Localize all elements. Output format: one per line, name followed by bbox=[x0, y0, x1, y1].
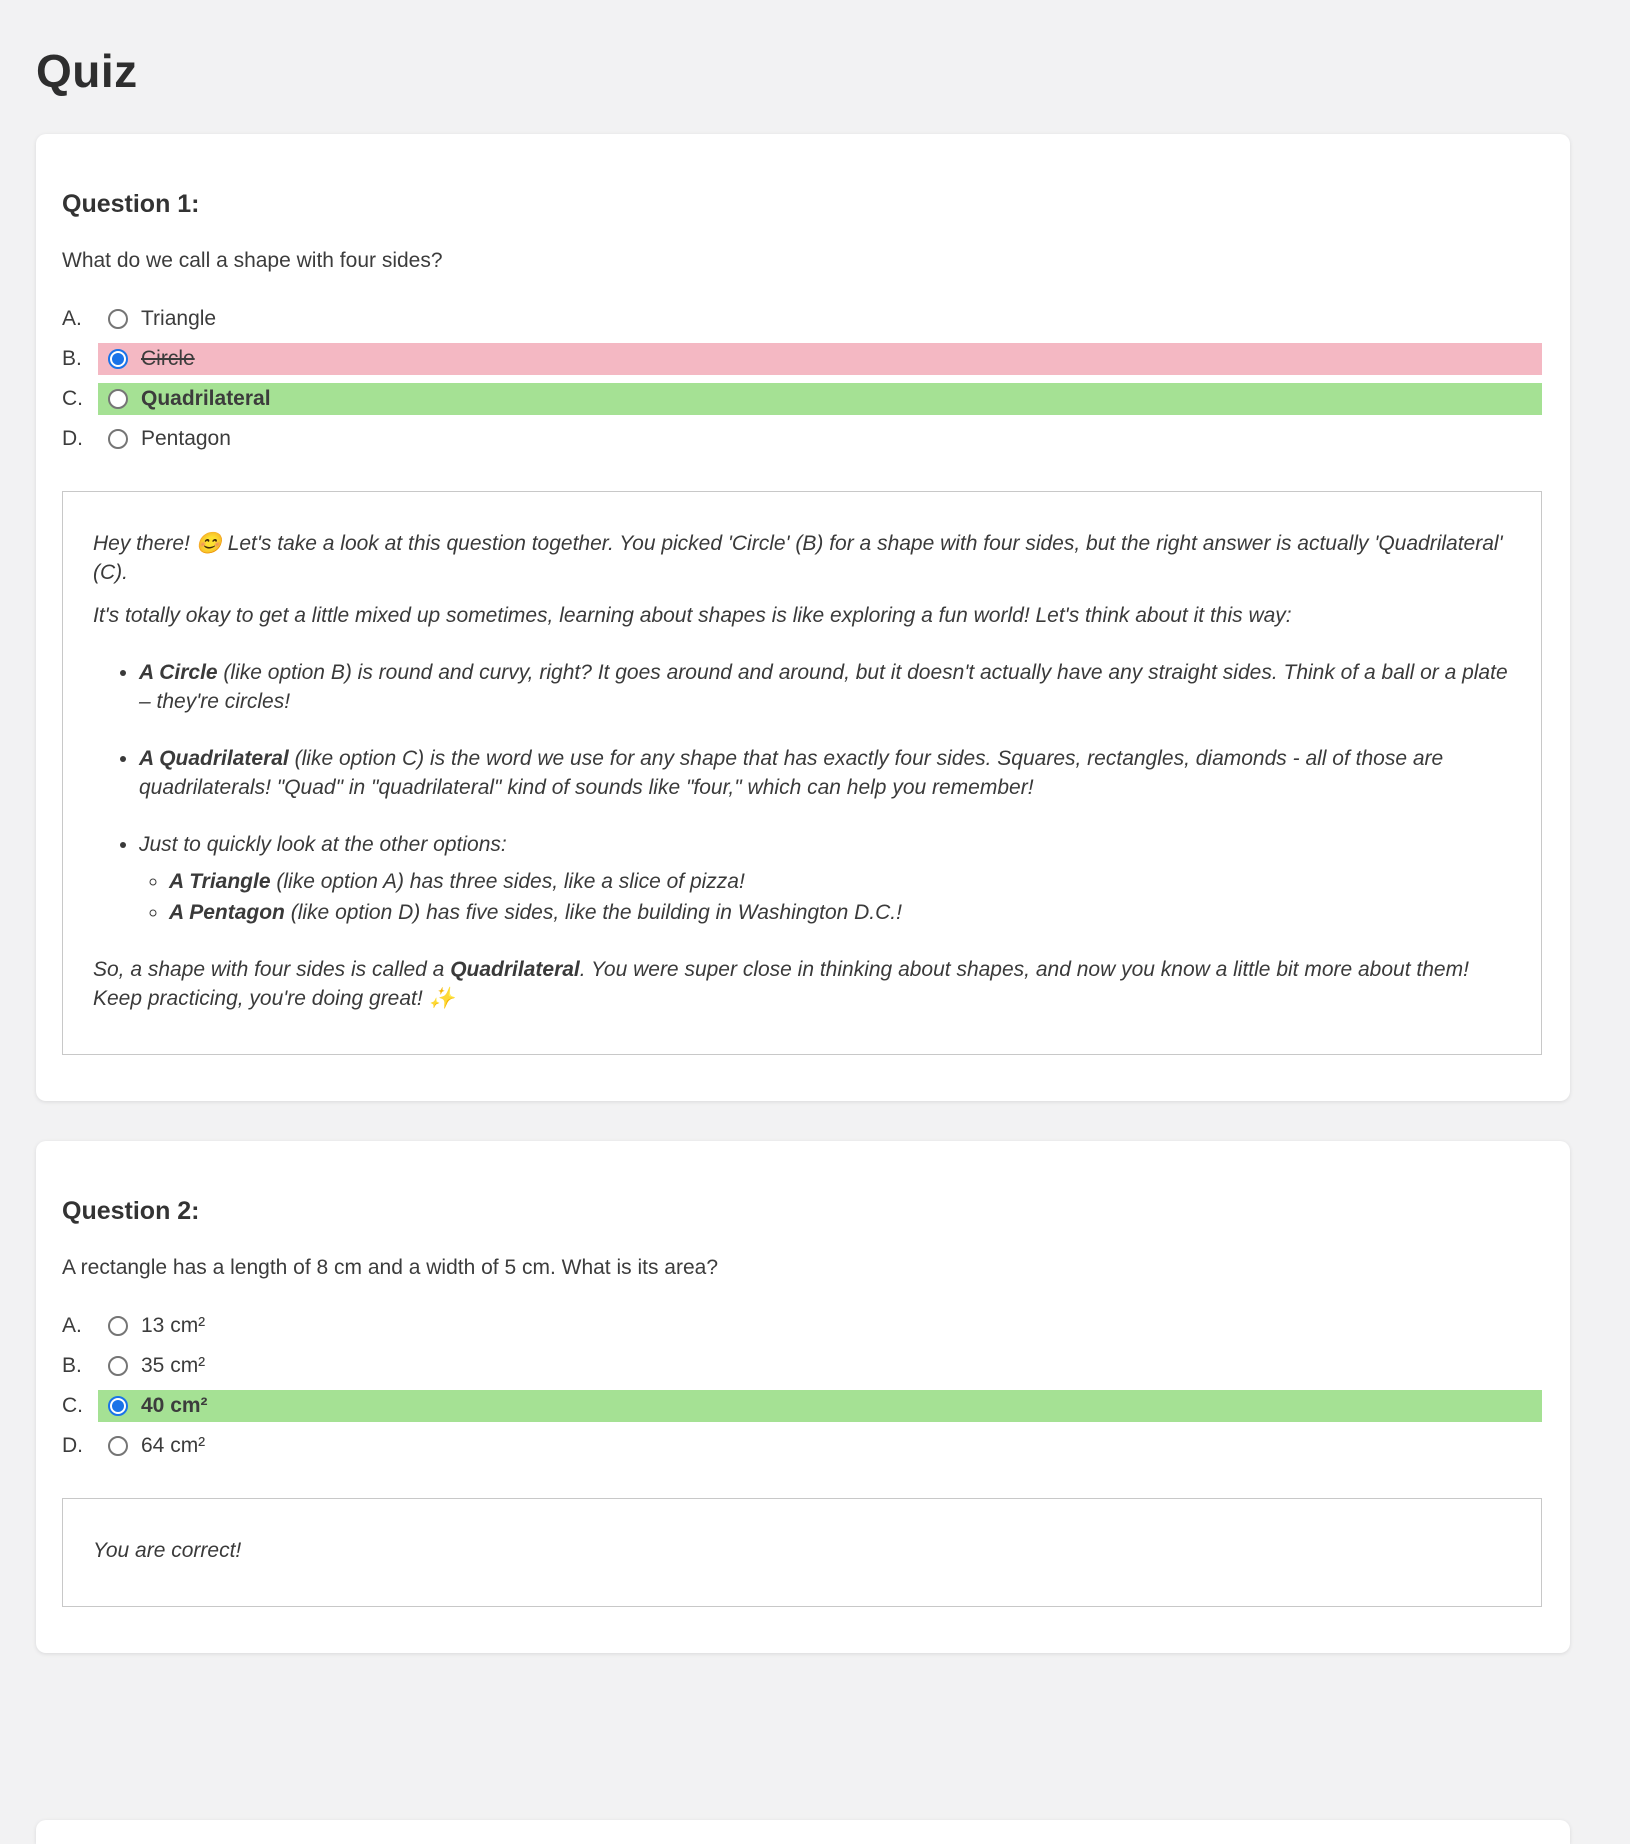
option-label: Triangle bbox=[141, 307, 217, 330]
feedback-box bbox=[62, 1498, 1542, 1607]
question-card bbox=[36, 1141, 1570, 1653]
feedback-bullet-list bbox=[93, 659, 1511, 928]
feedback-bold-text: A Triangle bbox=[169, 869, 271, 893]
radio-button-icon[interactable] bbox=[108, 1436, 128, 1456]
feedback-paragraph bbox=[93, 530, 1511, 588]
option-letter: C. bbox=[62, 1393, 83, 1417]
radio-button-icon[interactable] bbox=[108, 349, 128, 369]
feedback-text: (like option D) has five sides, like the building in Washington D.C.! bbox=[284, 900, 902, 924]
option-row-d bbox=[62, 423, 1542, 455]
page-title: Quiz bbox=[36, 45, 138, 97]
radio-button-icon[interactable] bbox=[108, 429, 128, 449]
radio-button-icon[interactable] bbox=[108, 1356, 128, 1376]
option-body[interactable] bbox=[98, 1350, 1542, 1382]
feedback-text: (like option C) is the word we use for any shape that has exactly four sides. Squares, rectangles, diamonds - all of those are quadrilaterals! "Quad" in "quadrilateral" kind of sounds like "four," which can help you remember! bbox=[139, 746, 1444, 799]
option-body[interactable] bbox=[98, 1390, 1542, 1422]
option-row-b bbox=[62, 343, 1542, 375]
option-letter: A. bbox=[62, 1313, 82, 1337]
feedback-bold-text: A Pentagon bbox=[169, 900, 285, 924]
question-card bbox=[36, 134, 1570, 1101]
feedback-text: You are correct! bbox=[93, 1538, 242, 1562]
feedback-paragraph bbox=[93, 1537, 1511, 1566]
option-row-b bbox=[62, 1350, 1542, 1382]
option-body[interactable] bbox=[98, 343, 1542, 375]
option-label: 35 cm² bbox=[141, 1353, 206, 1377]
question-heading: Question 2: bbox=[62, 1196, 200, 1225]
feedback-bold-text: A Quadrilateral bbox=[139, 746, 289, 770]
feedback-bullet-item bbox=[139, 831, 1511, 928]
question-text: What do we call a shape with four sides? bbox=[62, 249, 443, 272]
option-label: Circle bbox=[141, 347, 195, 370]
options-list bbox=[62, 303, 1542, 455]
option-letter: C. bbox=[62, 387, 83, 410]
options-list bbox=[62, 1310, 1542, 1462]
feedback-paragraph bbox=[93, 956, 1511, 1014]
feedback-sub-bullet-item bbox=[169, 868, 1511, 897]
feedback-text: . You were super close in thinking about shapes, and now you know a little bit more about them! Keep practicing, you're doing great! ✨ bbox=[93, 957, 1469, 1010]
feedback-sub-bullet-item bbox=[169, 899, 1511, 928]
radio-button-icon[interactable] bbox=[108, 1396, 128, 1416]
feedback-paragraph bbox=[93, 602, 1511, 631]
radio-button-icon[interactable] bbox=[108, 389, 128, 409]
option-row-c bbox=[62, 383, 1542, 415]
feedback-text: So, a shape with four sides is called a bbox=[93, 957, 451, 981]
option-body[interactable] bbox=[98, 423, 1542, 455]
feedback-bold-text: Quadrilateral bbox=[450, 957, 580, 981]
option-body[interactable] bbox=[98, 1310, 1542, 1342]
feedback-bullet-item bbox=[139, 745, 1511, 803]
option-letter: B. bbox=[62, 347, 82, 370]
question-text: A rectangle has a length of 8 cm and a width of 5 cm. What is its area? bbox=[62, 1255, 719, 1279]
question-card-partial bbox=[36, 1820, 1570, 1844]
option-letter: D. bbox=[62, 427, 83, 450]
feedback-text: (like option B) is round and curvy, right? It goes around and around, but it doesn't actually have any straight sides. Think of a ball or a plate – they're circles! bbox=[139, 660, 1508, 713]
option-label: Pentagon bbox=[141, 427, 231, 450]
option-label: 13 cm² bbox=[141, 1313, 206, 1337]
option-row-d bbox=[62, 1430, 1542, 1462]
feedback-bullet-item bbox=[139, 659, 1511, 717]
radio-button-icon[interactable] bbox=[108, 309, 128, 329]
radio-button-icon[interactable] bbox=[108, 1316, 128, 1336]
question-heading: Question 1: bbox=[62, 190, 200, 218]
option-letter: D. bbox=[62, 1433, 83, 1457]
option-label: Quadrilateral bbox=[141, 387, 271, 410]
feedback-box bbox=[62, 491, 1542, 1055]
option-label: 40 cm² bbox=[141, 1393, 208, 1417]
option-label: 64 cm² bbox=[141, 1433, 206, 1457]
option-letter: B. bbox=[62, 1353, 82, 1377]
option-body[interactable] bbox=[98, 303, 1542, 335]
feedback-text: Hey there! 😊 Let's take a look at this question together. You picked 'Circle' (B) for a shape with four sides, but the right answer is actually 'Quadrilateral' (C). bbox=[93, 532, 1503, 584]
option-letter: A. bbox=[62, 307, 82, 330]
feedback-bold-text: A Circle bbox=[139, 660, 218, 684]
feedback-text: (like option A) has three sides, like a slice of pizza! bbox=[270, 869, 745, 893]
option-row-c bbox=[62, 1390, 1542, 1422]
feedback-text: Just to quickly look at the other options: bbox=[139, 832, 507, 856]
feedback-text: It's totally okay to get a little mixed up sometimes, learning about shapes is like exploring a fun world! Let's think about it this way: bbox=[93, 603, 1292, 627]
option-body[interactable] bbox=[98, 1430, 1542, 1462]
feedback-sub-bullet-list bbox=[139, 868, 1511, 928]
option-row-a bbox=[62, 1310, 1542, 1342]
question-cards-container bbox=[36, 134, 1570, 1653]
option-body[interactable] bbox=[98, 383, 1542, 415]
option-row-a bbox=[62, 303, 1542, 335]
